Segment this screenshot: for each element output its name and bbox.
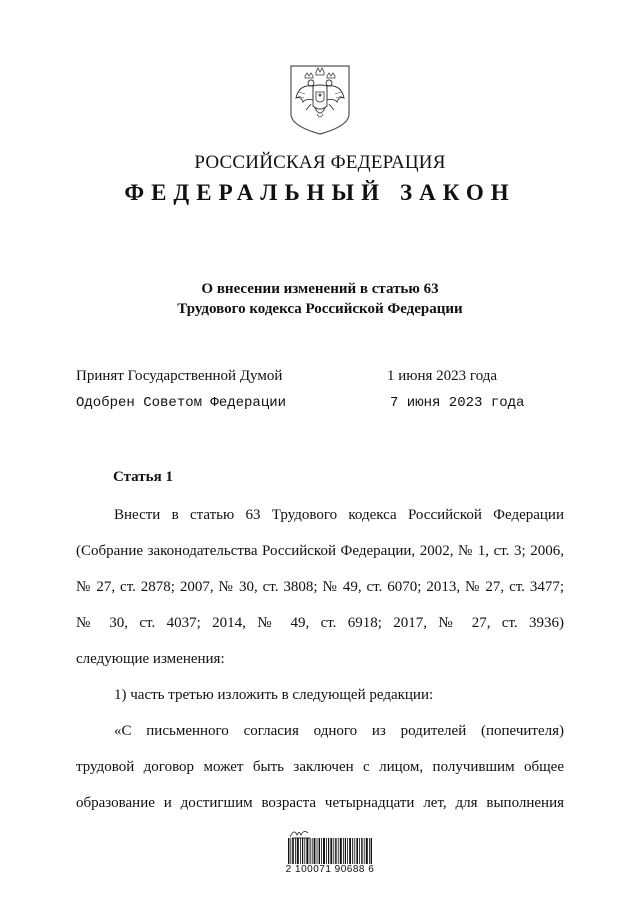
article-body	[76, 497, 564, 821]
country-heading: РОССИЙСКАЯ ФЕДЕРАЦИЯ	[194, 152, 446, 173]
article-item-1: 1) часть третью изложить в следующей редакции:	[114, 687, 434, 703]
article-title: Статья 1	[113, 469, 173, 485]
article-intro-line: Внести в статью 63 Трудового кодекса Российской Федерации	[114, 507, 564, 523]
duma-adoption-label: Принят Государственной Думой	[76, 368, 283, 384]
article-intro-line: № 30, ст. 4037; 2014, № 49, ст. 6918; 2017, № 27, ст. 3936)	[76, 615, 564, 631]
council-approval-date: 7 июня 2023 года	[390, 395, 525, 411]
article-intro-line: (Собрание законодательства Российской Федерации, 2002, № 1, ст. 3; 2006,	[76, 543, 564, 559]
duma-adoption-date: 1 июня 2023 года	[387, 368, 498, 384]
barcode-number: 2 100071 90688 6	[285, 864, 375, 875]
document-type-word-1: ФЕДЕРАЛЬНЫЙ	[124, 180, 387, 205]
quote-line: образование и достигшим возраста четырнадцати лет, для выполнения	[76, 795, 564, 811]
document-type-word-2: ЗАКОН	[400, 180, 516, 205]
article-intro-line: следующие изменения:	[76, 651, 225, 667]
law-subject-line-1: О внесении изменений в статью 63	[201, 281, 439, 297]
quote-line: «С письменного согласия одного из родителей (попечителя)	[114, 723, 564, 739]
quote-line: трудовой договор может быть заключен с лицом, получившим общее	[76, 759, 564, 775]
law-subject-line-2: Трудового кодекса Российской Федерации	[177, 301, 463, 317]
document-type-heading	[0, 180, 640, 206]
law-subject	[0, 279, 640, 319]
coat-of-arms-emblem	[287, 62, 353, 136]
barcode	[288, 838, 372, 864]
article-intro-line: № 27, ст. 2878; 2007, № 30, ст. 3808; № 49, ст. 6070; 2013, № 27, ст. 3477;	[76, 579, 564, 595]
council-approval-label: Одобрен Советом Федерации	[76, 395, 287, 411]
